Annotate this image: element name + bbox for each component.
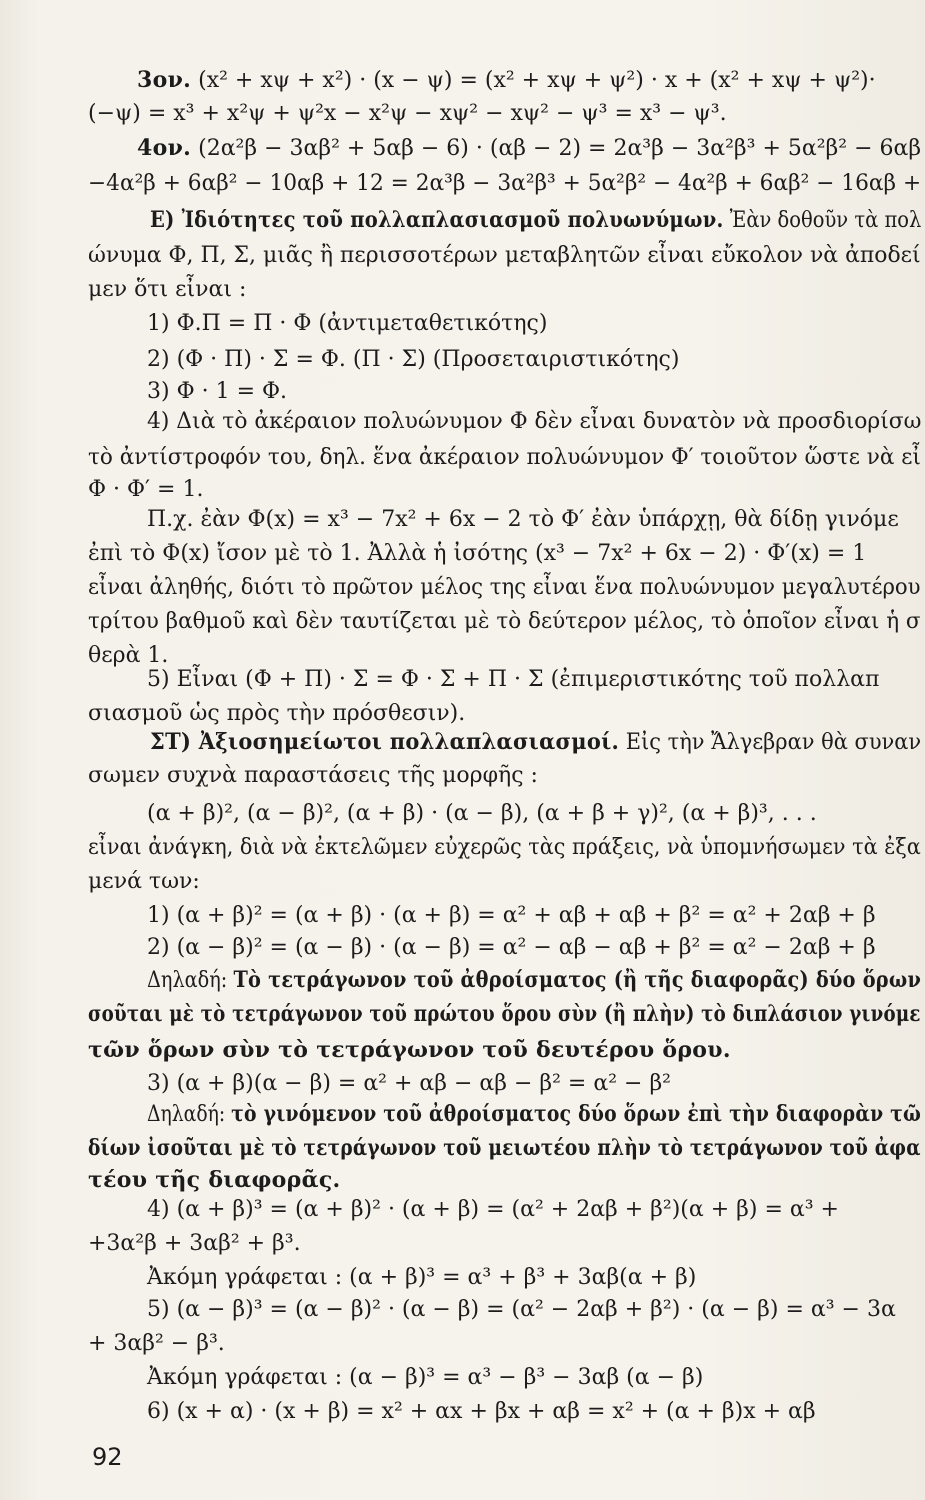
- identity-5: 5) (α − β)³ = (α − β)² · (α − β) = (α² − 2αβ + β²) · (α − β) = α³ − 3α: [147, 1297, 896, 1322]
- paragraph-line: θερὰ 1.: [88, 643, 169, 668]
- rule-1-text: Τὸ τετράγωνον τοῦ ἀθροίσματος (ἢ τῆς διαφορᾶς) δύο ὅρων: [233, 967, 922, 993]
- formula-list: (α + β)², (α − β)², (α + β) · (α − β), (α + β + γ)², (α + β)³, . . .: [147, 801, 817, 826]
- item-label-3on: 3ον.: [137, 67, 192, 93]
- identity-5-cont: + 3αβ² − β³.: [88, 1331, 225, 1356]
- line-4on-example: [137, 134, 921, 163]
- line-text: Εἰς τὴν Ἄλγεβραν θὰ συναν: [625, 730, 922, 755]
- paragraph-line: τρίτου βαθμοῦ καὶ δὲν ταυτίζεται μὲ τὸ δεύτερον μέλος, τὸ ὁποῖον εἶναι ἡ σ: [88, 609, 921, 634]
- property-4: 4) Διὰ τὸ ἀκέραιον πολυώνυμον Φ δὲν εἶναι δυνατὸν νὰ προσδιορίσω: [147, 409, 922, 434]
- rule-1-line-2: σοῦται μὲ τὸ τετράγωνον τοῦ πρώτου ὅρου σὺν (ἢ πλὴν) τὸ διπλάσιον γινόμε: [88, 1001, 921, 1027]
- identity-4-cont: +3α²β + 3αβ² + β³.: [88, 1231, 301, 1256]
- rule-2-line-2: δίων ἰσοῦται μὲ τὸ τετράγωνον τοῦ μειωτέου πλὴν τὸ τετράγωνον τοῦ ἀφα: [88, 1135, 921, 1161]
- line-text: (2α²β − 3αβ² + 5αβ − 6) · (αβ − 2) = 2α³β − 3α²β³ + 5α²β² − 6αβ: [198, 136, 922, 161]
- property-1: 1) Φ.Π = Π · Φ (ἀντιμεταθετικότης): [147, 311, 548, 336]
- line-continuation: (−ψ) = x³ + x²ψ + ψ²x − x²ψ − xψ² − xψ² − ψ³ = x³ − ψ³.: [88, 101, 727, 126]
- identity-3: 3) (α + β)(α − β) = α² + αβ − αβ − β² = α² − β²: [147, 1071, 671, 1096]
- line-continuation: −4α²β + 6αβ² − 10αβ + 12 = 2α³β − 3α²β³ + 5α²β² − 4α²β + 6αβ² − 16αβ +: [88, 171, 922, 196]
- line-text: (x² + xψ + x²) · (x − ψ) = (x² + xψ + ψ²) · x + (x² + xψ + ψ²)·: [198, 68, 876, 93]
- line-text: Ἐὰν δοθοῦν τὰ πολ: [729, 208, 922, 233]
- rule-2-line-3: τέου τῆς διαφορᾶς.: [88, 1167, 341, 1193]
- item-label-4on: 4ον.: [137, 135, 192, 161]
- example-line: Π.χ. ἐὰν Φ(x) = x³ − 7x² + 6x − 2 τὸ Φ′ ἐὰν ὑπάρχῃ, θὰ δίδῃ γινόμε: [147, 507, 899, 532]
- property-5: 5) Εἶναι (Φ + Π) · Σ = Φ · Σ + Π · Σ (ἐπιμεριστικότης τοῦ πολλαπ: [147, 667, 880, 692]
- paragraph-line: ἐπὶ τὸ Φ(x) ἴσον μὲ τὸ 1. Ἀλλὰ ἡ ἰσότης (x³ − 7x² + 6x − 2) · Φ′(x) = 1: [88, 541, 867, 566]
- section-st-heading: ΣΤ) Ἀξιοσημείωτοι πολλαπλασιασμοί.: [150, 729, 620, 755]
- paragraph-line: σιασμοῦ ὡς πρὸς τὴν πρόσθεσιν).: [88, 701, 466, 726]
- section-e-heading: Ε) Ἰδιότητες τοῦ πολλαπλασιασμοῦ πολυωνύμων.: [150, 207, 724, 233]
- section-st-heading-line: [150, 728, 921, 757]
- page-number: 92: [92, 1443, 123, 1471]
- identity-4: 4) (α + β)³ = (α + β)² · (α + β) = (α² + 2αβ + β²)(α + β) = α³ +: [147, 1197, 839, 1222]
- rule-2-lead: Δηλαδή:: [147, 1102, 226, 1127]
- paragraph-line: ώνυμα Φ, Π, Σ, μιᾶς ἢ περισσοτέρων μεταβλητῶν εἶναι εὔκολον νὰ ἀποδεί: [88, 243, 921, 268]
- line-3on-example: [137, 66, 876, 95]
- note-line: Ἀκόμη γράφεται : (α − β)³ = α³ − β³ − 3αβ (α − β): [147, 1365, 704, 1390]
- paragraph-line: μεν ὅτι εἶναι :: [88, 277, 247, 302]
- identity-1: 1) (α + β)² = (α + β) · (α + β) = α² + αβ + αβ + β² = α² + 2αβ + β: [147, 903, 876, 928]
- rule-1-line: [147, 966, 921, 995]
- paragraph-line: τὸ ἀντίστροφόν του, δηλ. ἕνα ἀκέραιον πολυώνυμον Φ′ τοιοῦτον ὥστε νὰ εἶ: [88, 445, 921, 470]
- identity-2: 2) (α − β)² = (α − β) · (α − β) = α² − αβ − αβ + β² = α² − 2αβ + β: [147, 935, 876, 960]
- paragraph-line: εἶναι ἀληθής, διότι τὸ πρῶτον μέλος της εἶναι ἕνα πολυώνυμον μεγαλυτέρου: [88, 575, 921, 600]
- rule-2-text: τὸ γινόμενον τοῦ ἀθροίσματος δύο ὅρων ἐπὶ τὴν διαφορὰν τῶ: [231, 1101, 922, 1127]
- paragraph-line: εἶναι ἀνάγκη, διὰ νὰ ἐκτελῶμεν εὐχερῶς τὰς πράξεις, νὰ ὑπομνήσωμεν τὰ ἐξα: [88, 835, 921, 860]
- rule-2-line: [147, 1100, 921, 1129]
- note-line: Ἀκόμη γράφεται : (α + β)³ = α³ + β³ + 3αβ(α + β): [147, 1265, 697, 1290]
- paragraph-line: Φ · Φ′ = 1.: [88, 477, 204, 502]
- rule-1-line-3: τῶν ὅρων σὺν τὸ τετράγωνον τοῦ δευτέρου ὅρου.: [88, 1037, 731, 1063]
- property-2: 2) (Φ · Π) · Σ = Φ. (Π · Σ) (Προσεταιριστικότης): [147, 347, 680, 372]
- section-e-heading-line: [150, 206, 921, 235]
- identity-6: 6) (x + α) · (x + β) = x² + αx + βx + αβ = x² + (α + β)x + αβ: [147, 1399, 816, 1424]
- property-3: 3) Φ · 1 = Φ.: [147, 379, 288, 404]
- paragraph-line: σωμεν συχνὰ παραστάσεις τῆς μορφῆς :: [88, 763, 538, 788]
- paragraph-line: μενά των:: [88, 869, 200, 894]
- rule-1-lead: Δηλαδή:: [147, 968, 228, 993]
